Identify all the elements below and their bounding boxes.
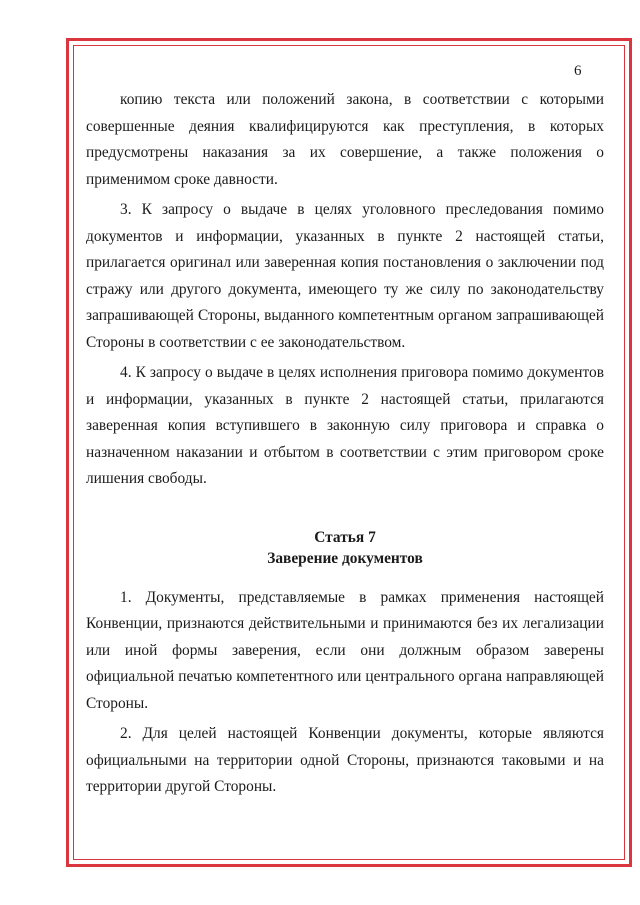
article-heading <box>86 527 604 569</box>
paragraph-continuation: копию текста или положений закона, в соответствии с которыми совершенные деяния квалифицируются как преступления, в которых предусмотрены наказания за их совершение, а также положения о применимом сроке давности. <box>86 91 604 188</box>
article-number: Статья 7 <box>314 528 376 546</box>
document-body <box>86 87 604 801</box>
paragraph-article7-point-2: 2. Для целей настоящей Конвенции документы, которые являются официальными на территории одной Стороны, признаются таковыми и на территории другой Стороны. <box>86 725 604 795</box>
paragraph-article7-point-1: 1. Документы, представляемые в рамках применения настоящей Конвенции, признаются действительными и принимаются без их легализации или иной формы заверения, если они должным образом заверены официальной печатью компетентного или центрального органа направляющей Стороны. <box>86 588 604 712</box>
page-number: 6 <box>574 63 582 79</box>
article-title: Заверение документов <box>267 549 423 567</box>
paragraph-point-3: 3. К запросу о выдаче в целях уголовного преследования помимо документов и информации, указанных в пункте 2 настоящей статьи, прилагается оригинал или заверенная копия постановления о заключении под стражу или другого документа, имеющего ту же силу по законодательству запрашивающей Стороны, выданного компетентным органом запрашивающей Стороны в соответствии с ее законодательством. <box>86 201 604 351</box>
paragraph-point-4: 4. К запросу о выдаче в целях исполнения приговора помимо документов и информации, указанных в пункте 2 настоящей статьи, прилагаются заверенная копия вступившего в законную силу приговора и справка о назначенном наказании и отбытом в соответствии с этим приговором сроке лишения свободы. <box>86 364 604 487</box>
